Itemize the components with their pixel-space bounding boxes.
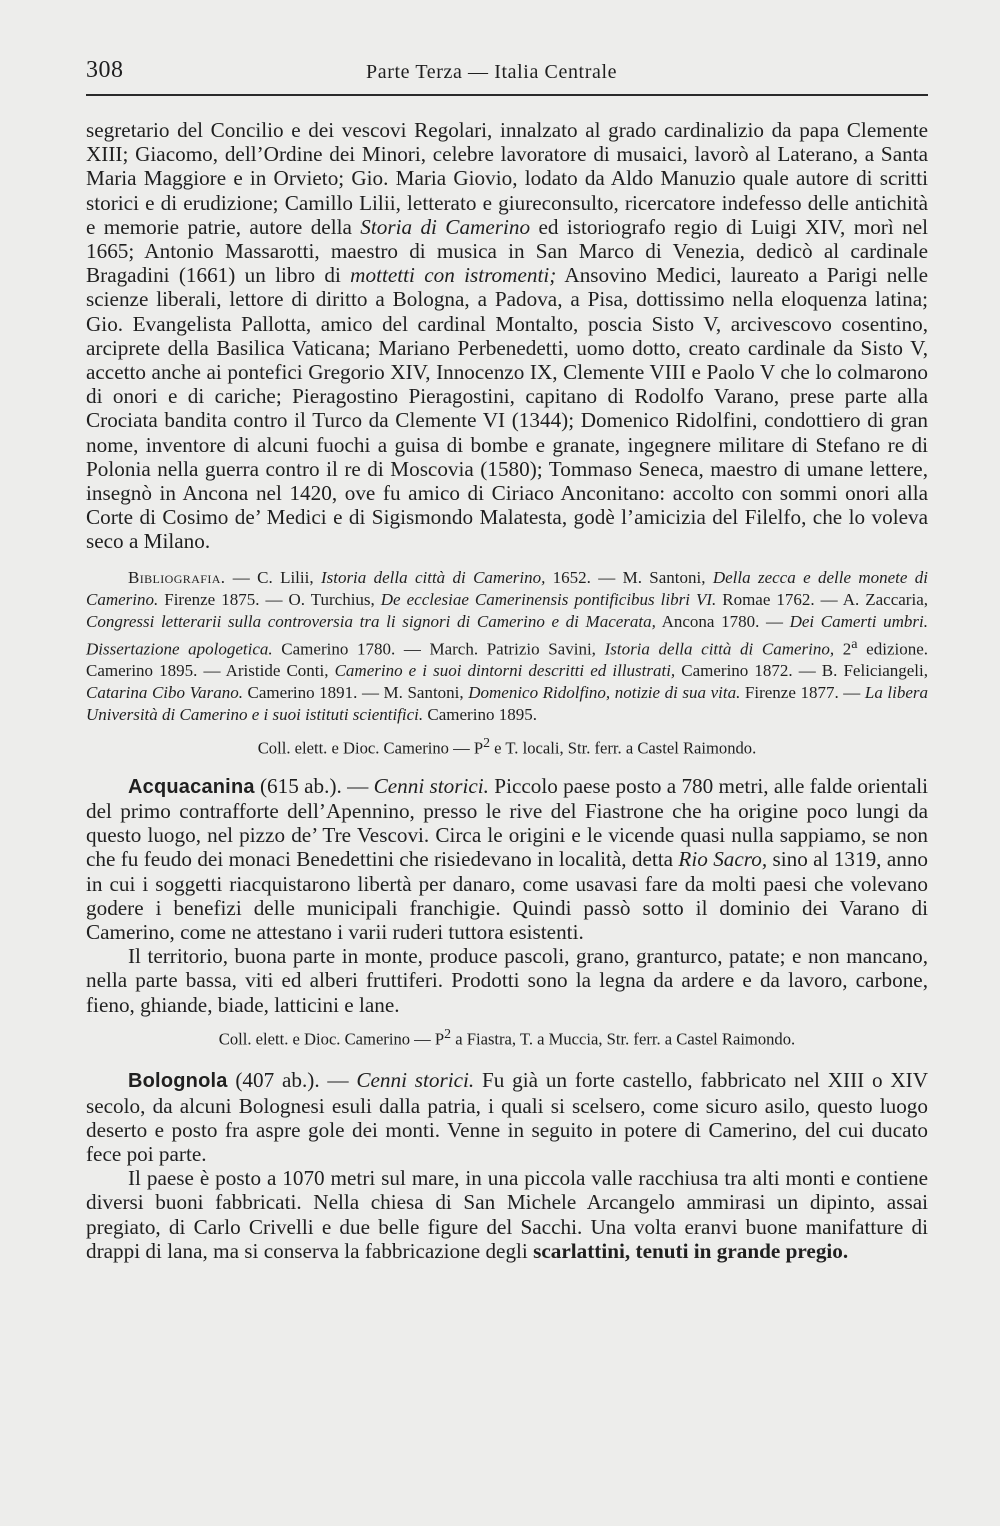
coll-text: Coll. elett. e Dioc. Camerino — P <box>257 738 484 758</box>
entry-text: Il paese è posto a 1070 metri sul mare, in una piccola valle racchiusa tra alti monti e contiene diversi buoni fabbricati. Nella chiesa di San Michele Arcangelo ammirasi un dipinto, assai pregiato, di Carlo Crivelli e due belle figure del Sacchi. Una volta eranvi buone manifatture di drappi di lana, ma si conserva la fabbricazione degli <box>86 1166 928 1263</box>
entry-population: (615 ab.). — <box>254 773 374 798</box>
biblio-text: 2 <box>834 639 852 659</box>
page-number: 308 <box>86 57 124 83</box>
biblio-text: Camerino 1895. <box>423 705 537 725</box>
biblio-text: Romae 1762. — A. Zaccaria, <box>716 589 928 609</box>
bolognola-paragraph-2 <box>86 1166 928 1263</box>
biblio-text: Camerino 1872. — B. Feliciangeli, <box>675 661 928 681</box>
biblio-title: Della zecca e delle monete di Camerino. <box>86 567 928 609</box>
header-rule <box>86 94 928 96</box>
coll-text: Coll. elett. e Dioc. Camerino — P <box>218 1029 445 1049</box>
biblio-title: Istoria della città di Camerino, <box>320 567 546 587</box>
coll-superscript: 2 <box>444 1025 452 1041</box>
intro-italic-2: mottetti con istromenti; <box>350 263 557 288</box>
coll-text: e T. locali, Str. ferr. a Castel Raimondo. <box>490 738 757 758</box>
cenni-storici-label: Cenni storici. <box>356 1068 475 1093</box>
entry-text: Piccolo paese posto a 780 metri, alle falde orientali del primo contrafforte dell’Apennino, presso le rive del Fiastrone che ha origine poco lungi da questo luogo, nel pizzo de’ Tre Vescovi. Circa le origini e le vicende quasi nulla sappiamo, se non che fu feudo dei monaci Benedettini che risiedevano in località, detta <box>86 773 929 872</box>
entry-text: sino al 1319, anno in cui i soggetti riacquistarono libertà per danaro, come usavasi fare da molti paesi che volevano godere i benefizi delle municipali franchigie. Quindi passò sotto il dominio dei Varano di Camerino, come ne attestano i varii ruderi tuttora esistenti. <box>86 847 929 945</box>
intro-text-2: ed istoriografo regio di Luigi XIV, morì nel 1665; Antonio Massarotti, maestro di musica in San Marco di Venezia, dedicò al cardinale Bragadini (1661) un libro di <box>86 214 929 288</box>
page-content <box>86 118 928 1263</box>
running-title: Parte Terza — Italia Centrale <box>366 61 618 83</box>
bibliography-label: Bibliografia. <box>128 567 226 587</box>
intro-paragraph <box>86 118 928 554</box>
biblio-text: Ancona 1780. — <box>655 611 790 631</box>
biblio-text: Firenze 1877. — <box>740 683 865 703</box>
acquacanina-paragraph-1 <box>86 774 928 944</box>
biblio-title: La libera Università di Camerino e i suoi istituti scientifici. <box>86 683 928 725</box>
entry-population: (407 ab.). — <box>227 1068 357 1093</box>
entry-italic: Rio Sacro, <box>678 847 768 872</box>
entry-name-acquacanina: Acquacanina <box>128 775 255 798</box>
acquacanina-paragraph-2: Il territorio, buona parte in monte, produce pascoli, grano, granturco, patate; e non mancano, nella parte bassa, viti ed alberi fruttiferi. Prodotti sono la legna da ardere e da lavoro, carbone, fieno, ghiande, biade, latticini e lane. <box>86 944 928 1017</box>
entry-name-bolognola: Bolognola <box>128 1070 228 1093</box>
biblio-title: Domenico Ridolfino, notizie di sua vita. <box>468 683 741 703</box>
coll-text: a Fiastra, T. a Muccia, Str. ferr. a Castel Raimondo. <box>451 1029 796 1049</box>
coll-superscript: 2 <box>483 735 491 751</box>
biblio-text: 1652. — M. Santoni, <box>545 567 713 587</box>
biblio-title: Dei Camerti umbri. Dissertazione apologetica. <box>86 611 928 659</box>
entry-bold-phrase: scarlattini, tenuti in grande pregio. <box>533 1238 849 1263</box>
biblio-text: — C. Lilii, <box>225 567 321 587</box>
bolognola-paragraph-1 <box>86 1068 928 1166</box>
biblio-text: edizione. Camerino 1895. — Aristide Conti, <box>86 639 929 681</box>
biblio-title: Congressi letterarii sulla controversia tra li signori di Camerino e di Macerata, <box>86 611 656 631</box>
biblio-text: Firenze 1875. — O. Turchius, <box>158 589 381 609</box>
biblio-text: Camerino 1891. — M. Santoni, <box>242 683 469 703</box>
biblio-title: Istoria della città di Camerino, <box>604 639 835 659</box>
coll-acquacanina <box>86 1023 928 1051</box>
bibliography-paragraph <box>86 567 928 727</box>
biblio-superscript: a <box>851 635 858 652</box>
biblio-title: Camerino e i suoi dintorni descritti ed illustrati, <box>334 661 676 681</box>
intro-italic-1: Storia di Camerino <box>360 214 531 239</box>
intro-text-3: Ansovino Medici, laureato a Parigi nelle scienze liberali, lettore di diritto a Bologna, a Padova, a Pisa, dottissimo nella eloquenza latina; Gio. Evangelista Pallotta, amico del cardinal Montalto, poscia Sisto V, arcivescovo cosentino, arciprete della Basilica Vaticana; Mariano Perbenedetti, uomo dotto, creato cardinale da Sisto V, accetto anche ai pontefici Gregorio XIV, Innocenzo IX, Clemente VIII e Paolo V che lo colmarono di onori e di cariche; Pieragostino Pieragostini, capitano di Rodolfo Varano, prese parte alla Crociata bandita contro il Turco da Clemente VI (1344); Domenico Ridolfini, condottiero di gran nome, inventore di alcuni fuochi a guisa di bombe e granate, ingegnere militare di Stefano re di Polonia nella guerra contro il re di Moscovia (1580); Tommaso Seneca, maestro di umane lettere, insegnò in Ancona nel 1420, ove fu amico di Ciriaco Anconitano: accolto con sommi onori alla Corte di Cosimo de’ Medici e di Sigismondo Malatesta, godè l’amicizia del Filelfo, che lo voleva seco a Milano. <box>86 263 928 554</box>
biblio-title: Catarina Cibo Varano. <box>86 683 243 703</box>
coll-camerino <box>86 732 928 760</box>
intro-text-1: segretario del Concilio e dei vescovi Regolari, innalzato al grado cardinalizio da papa Clemente XIII; Giacomo, dell’Ordine dei Minori, celebre lavoratore di musaici, lavorò al Laterano, a Santa Maria Maggiore e in Orvieto; Gio. Maria Giovio, lodato da Aldo Manuzio quale autore di scritti storici e di erudizione; Camillo Lilii, letterato e giureconsulto, ricercatore indefesso delle antichità e memorie patrie, autore della <box>86 118 928 239</box>
page-header <box>86 52 928 88</box>
biblio-title: De ecclesiae Camerinensis pontificibus libri VI. <box>380 589 717 609</box>
cenni-storici-label: Cenni storici. <box>373 773 489 798</box>
entry-text: Fu già un forte castello, fabbricato nel XIII o XIV secolo, da alcuni Bolognesi esuli dalla patria, i quali si scelsero, come sicuro asilo, questo luogo deserto e posto fra aspre gole dei monti. Venne in seguito in potere di Camerino, del cui ducato fece poi parte. <box>86 1068 929 1167</box>
biblio-text: Camerino 1780. — March. Patrizio Savini, <box>272 639 605 659</box>
